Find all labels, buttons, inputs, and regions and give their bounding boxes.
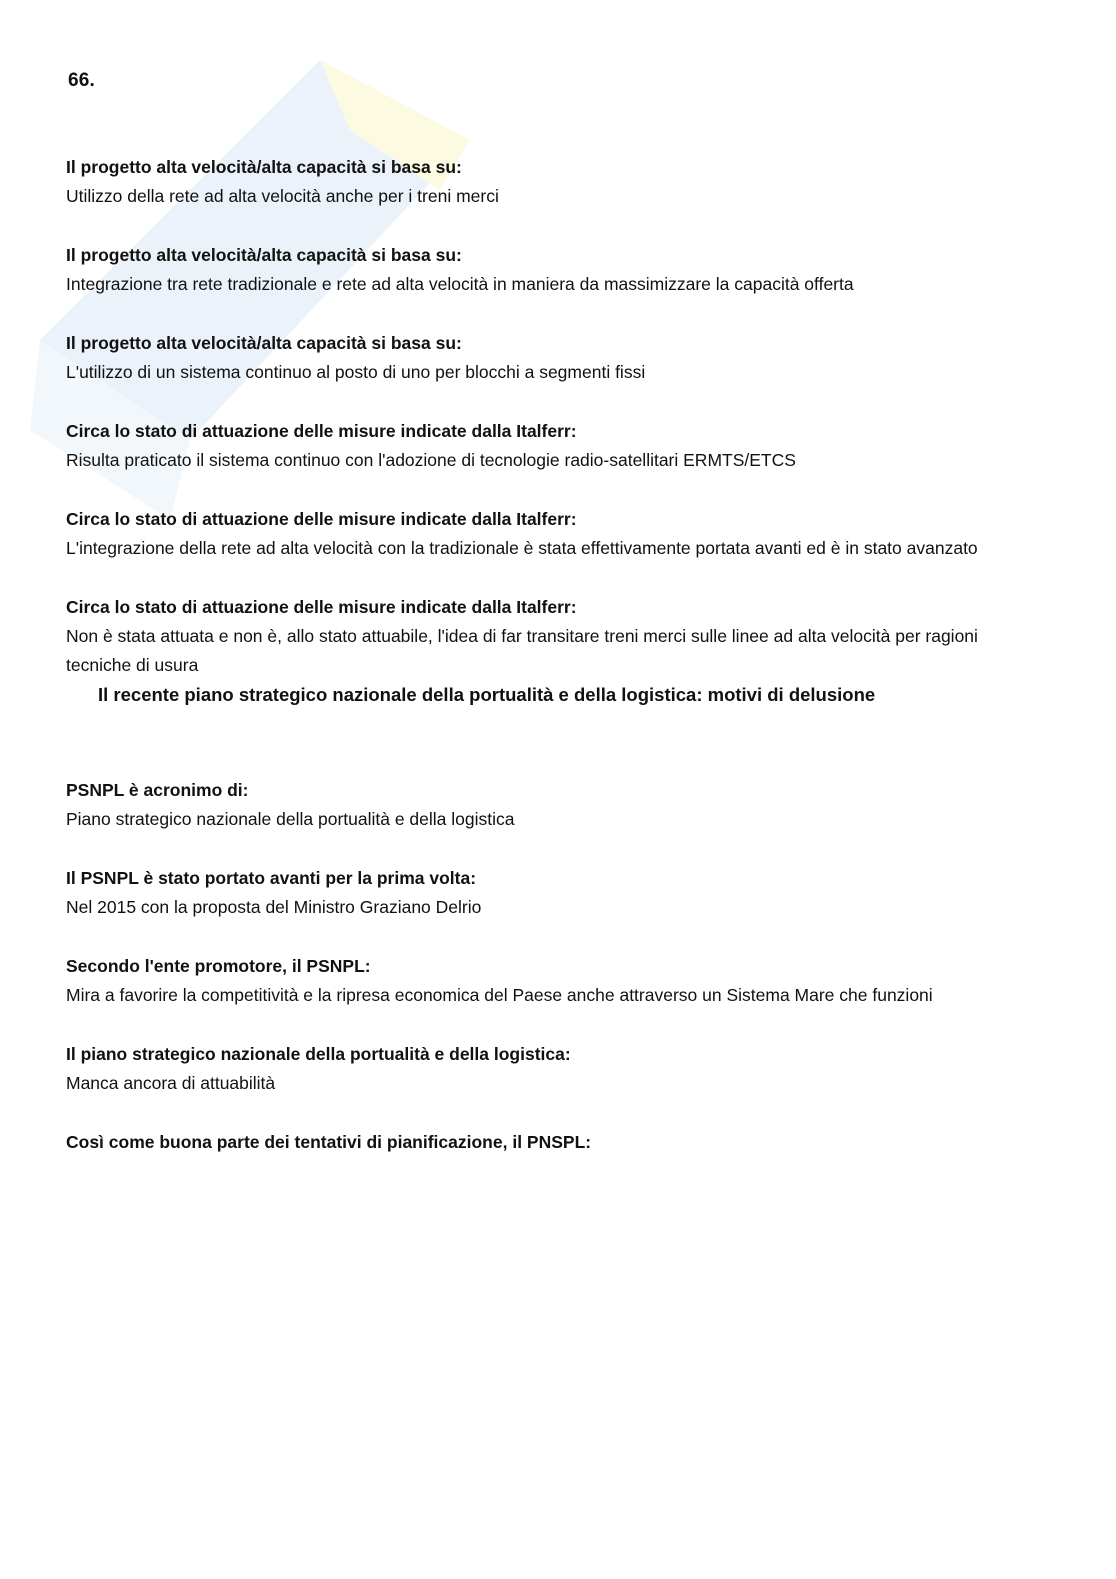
question-text: Secondo l'ente promotore, il PSNPL:	[66, 956, 371, 976]
final-question-text: Così come buona parte dei tentativi di pianificazione, il PNSPL:	[66, 1132, 592, 1152]
answer-text: Piano strategico nazionale della portualità e della logistica	[66, 809, 515, 829]
answer-text: Utilizzo della rete ad alta velocità anche per i treni merci	[66, 186, 499, 206]
answer-text: Mira a favorire la competitività e la ripresa economica del Paese anche attraverso un Sistema Mare che funzioni	[66, 985, 933, 1005]
qa-item	[66, 776, 1026, 834]
qa-item	[66, 952, 1026, 1010]
question-text: Il PSNPL è stato portato avanti per la prima volta:	[66, 868, 477, 888]
question-text: Circa lo stato di attuazione delle misure indicate dalla Italferr:	[66, 421, 577, 441]
question-text: PSNPL è acronimo di:	[66, 780, 249, 800]
answer-text: Risulta praticato il sistema continuo con l'adozione di tecnologie radio-satellitari ERMTS/ETCS	[66, 450, 796, 470]
qa-item	[66, 417, 1026, 475]
answer-text: Nel 2015 con la proposta del Ministro Graziano Delrio	[66, 897, 482, 917]
question-text: Circa lo stato di attuazione delle misure indicate dalla Italferr:	[66, 597, 577, 617]
question-text: Circa lo stato di attuazione delle misure indicate dalla Italferr:	[66, 509, 577, 529]
question-text: Il progetto alta velocità/alta capacità si basa su:	[66, 245, 462, 265]
qa-item	[66, 864, 1026, 922]
qa-item	[66, 505, 1026, 563]
qa-item	[66, 153, 1026, 211]
answer-text: Non è stata attuata e non è, allo stato attuabile, l'idea di far transitare treni merci sulle linee ad alta velocità per ragioni tecniche di usura	[66, 626, 978, 675]
answer-text: Integrazione tra rete tradizionale e rete ad alta velocità in maniera da massimizzare la capacità offerta	[66, 274, 854, 294]
answer-text: Manca ancora di attuabilità	[66, 1073, 276, 1093]
qa-item	[66, 329, 1026, 387]
answer-text: L'utilizzo di un sistema continuo al posto di uno per blocchi a segmenti fissi	[66, 362, 646, 382]
question-text: Il progetto alta velocità/alta capacità si basa su:	[66, 333, 462, 353]
qa-item	[66, 241, 1026, 299]
document-content	[66, 153, 1026, 1157]
question-text: Il piano strategico nazionale della portualità e della logistica:	[66, 1044, 571, 1064]
qa-item	[66, 1040, 1026, 1098]
qa-item	[66, 593, 1026, 680]
answer-text: L'integrazione della rete ad alta velocità con la tradizionale è stata effettivamente portata avanti ed è in stato avanzato	[66, 538, 978, 558]
page-number: 66.	[68, 70, 96, 91]
question-text: Il progetto alta velocità/alta capacità si basa su:	[66, 157, 462, 177]
section-heading: Il recente piano strategico nazionale della portualità e della logistica: motivi di delusione	[98, 684, 876, 705]
